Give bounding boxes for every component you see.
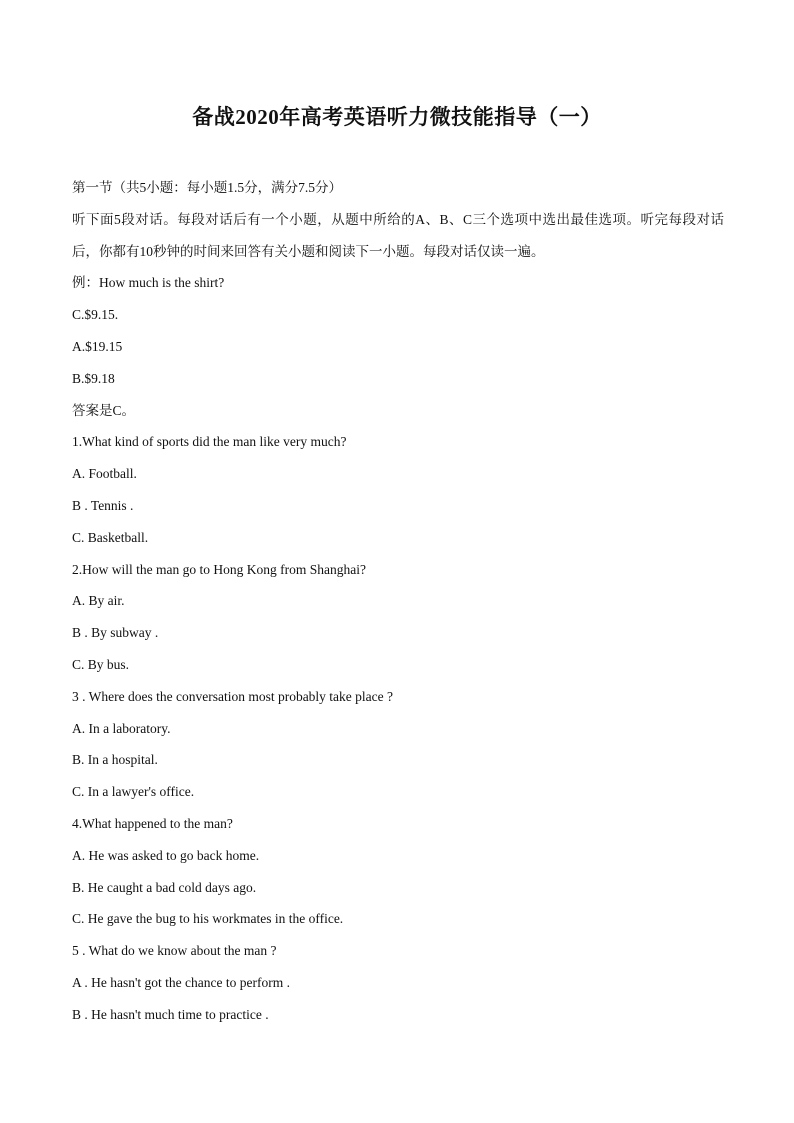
document-body [72,172,724,1031]
example-option: C.$9.15. [72,307,119,323]
example-option: B.$9.18 [72,370,115,386]
question-1: 1.What kind of sports did the man like very much? [72,434,347,450]
question-4-option-c: C. He gave the bug to his workmates in the office. [72,911,344,927]
example-option: A.$19.15 [72,338,123,354]
question-1-option-b: B . Tennis . [72,497,134,513]
question-2-option-a: A. By air. [72,593,125,609]
question-5-option-b: B . He hasn't much time to practice . [72,1006,269,1022]
question-4-option-a: A. He was asked to go back home. [72,847,260,863]
question-1-option-c: C. Basketball. [72,529,149,545]
document-title: 备战2020年高考英语听力微技能指导（一） [192,105,602,129]
question-4-option-b: B. He caught a bad cold days ago. [72,879,257,895]
question-3-option-a: A. In a laboratory. [72,720,171,736]
example-answer: 答案是C。 [72,402,136,418]
question-1-option-a: A. Football. [72,466,137,482]
section-heading: 第一节（共5小题：每小题1.5分，满分7.5分） [72,180,342,195]
question-4: 4.What happened to the man? [72,815,233,831]
example-question: 例：How much is the shirt? [72,275,225,291]
question-3: 3 . Where does the conversation most probably take place ? [72,688,394,704]
question-3-option-c: C. In a lawyer's office. [72,784,195,800]
question-2-option-b: B . By subway . [72,625,159,641]
question-3-option-b: B. In a hospital. [72,752,158,768]
question-2: 2.How will the man go to Hong Kong from Shanghai? [72,561,366,577]
question-5: 5 . What do we know about the man ? [72,943,277,959]
question-5-option-a: A . He hasn't got the chance to perform . [72,974,290,990]
question-2-option-c: C. By bus. [72,656,130,672]
instructions-paragraph: 听下面5段对话。每段对话后有一个小题，从题中所给的A、B、C三个选项中选出最佳选项。听完每段对话后，你都有10秒钟的时间来回答有关小题和阅读下一小题。每段对话仅读一遍。 [72,211,724,259]
